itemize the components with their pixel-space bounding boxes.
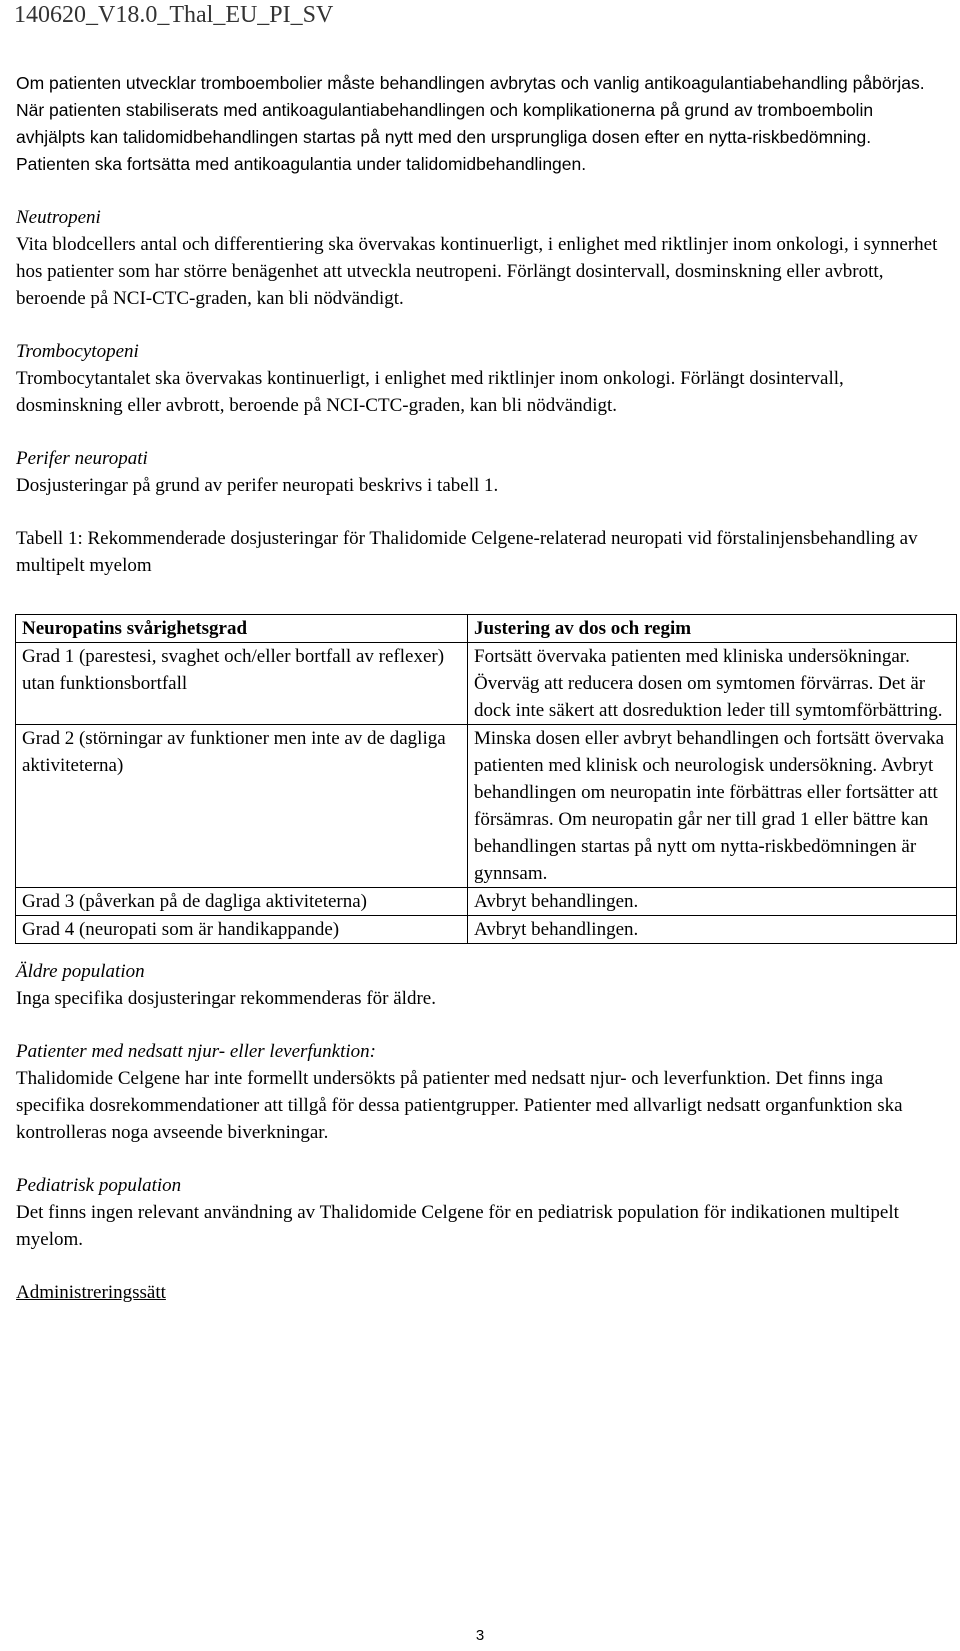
administration-heading: Administreringssätt (16, 1282, 166, 1303)
table-cell-adjustment: Avbryt behandlingen. (468, 888, 957, 916)
page-content (16, 70, 946, 1306)
aldre-text: Inga specifika dosjusteringar rekommenderas för äldre. (16, 988, 436, 1009)
intro-paragraph: Om patienten utvecklar tromboembolier måste behandlingen avbrytas och vanlig antikoagulantiabehandling påbörjas. När patienten stabiliserats med antikoagulantiabehandlingen och komplikationerna på grund av tromboembolin avhjälpts kan talidomidbehandlingen startas på nytt med den ursprungliga dosen efter en nytta-riskbedömning. Patienten ska fortsätta med antikoagulantia under talidomidbehandlingen. (16, 73, 925, 174)
table-cell-grade: Grad 1 (parestesi, svaghet och/eller bortfall av reflexer) utan funktionsbortfall (16, 643, 468, 725)
table-header-adjustment: Justering av dos och regim (468, 615, 957, 643)
perifer-neuropati-text: Dosjusteringar på grund av perifer neuropati beskrivs i tabell 1. (16, 475, 499, 496)
pediatrisk-heading: Pediatrisk population (16, 1175, 182, 1196)
table-row (16, 916, 957, 944)
table-row (16, 888, 957, 916)
table-header-severity: Neuropatins svårighetsgrad (16, 615, 468, 643)
table-header-row (16, 615, 957, 643)
neutropeni-text: Vita blodcellers antal och differentiering ska övervakas kontinuerligt, i enlighet med riktlinjer inom onkologi, i synnerhet hos patienter som har större benägenhet att utveckla neutropeni. Förlängt dosintervall, dosminskning eller avbrott, beroende på NCI-CTC-graden, kan bli nödvändigt. (16, 234, 938, 309)
dose-adjustment-table (15, 614, 957, 944)
table-row (16, 643, 957, 725)
table-cell-grade: Grad 2 (störningar av funktioner men inte av de dagliga aktiviteterna) (16, 725, 468, 888)
njur-lever-heading: Patienter med nedsatt njur- eller leverfunktion: (16, 1041, 376, 1062)
pediatrisk-text: Det finns ingen relevant användning av Thalidomide Celgene för en pediatrisk population för indikationen multipelt myelom. (16, 1202, 899, 1250)
table-cell-adjustment: Fortsätt övervaka patienten med kliniska undersökningar. Överväg att reducera dosen om symtomen förvärras. Det är dock inte säkert att dosreduktion leder till symtomförbättring. (468, 643, 957, 725)
table-cell-grade: Grad 4 (neuropati som är handikappande) (16, 916, 468, 944)
page-number: 3 (475, 1627, 485, 1644)
perifer-neuropati-heading: Perifer neuropati (16, 448, 148, 469)
njur-lever-text: Thalidomide Celgene har inte formellt undersökts på patienter med nedsatt njur- och leverfunktion. Det finns inga specifika dosrekommendationer att tillgå för dessa patientgrupper. Patienter med allvarligt nedsatt organfunktion ska kontrolleras noga avseende biverkningar. (16, 1068, 903, 1143)
trombocytopeni-text: Trombocytantalet ska övervakas kontinuerligt, i enlighet med riktlinjer inom onkologi. Förlängt dosintervall, dosminskning eller avbrott, beroende på NCI-CTC-graden, kan bli nödvändigt. (16, 368, 844, 416)
aldre-heading: Äldre population (16, 961, 145, 982)
trombocytopeni-heading: Trombocytopeni (16, 341, 139, 362)
table-row (16, 725, 957, 888)
document-id-header: 140620_V18.0_Thal_EU_PI_SV (14, 2, 334, 28)
table-cell-adjustment: Minska dosen eller avbryt behandlingen och fortsätt övervaka patienten med klinisk och neurologisk undersökning. Avbryt behandlingen om neuropatin inte förbättras eller fortsätter att försämras. Om neuropatin går ner till grad 1 eller bättre kan behandlingen startas på nytt om nytta-riskbedömningen är gynnsam. (468, 725, 957, 888)
table-cell-adjustment: Avbryt behandlingen. (468, 916, 957, 944)
table-cell-grade: Grad 3 (påverkan på de dagliga aktiviteterna) (16, 888, 468, 916)
neutropeni-heading: Neutropeni (16, 207, 101, 228)
table-caption: Tabell 1: Rekommenderade dosjusteringar för Thalidomide Celgene-relaterad neuropati vid förstalinjensbehandling av multipelt myelom (16, 528, 918, 576)
